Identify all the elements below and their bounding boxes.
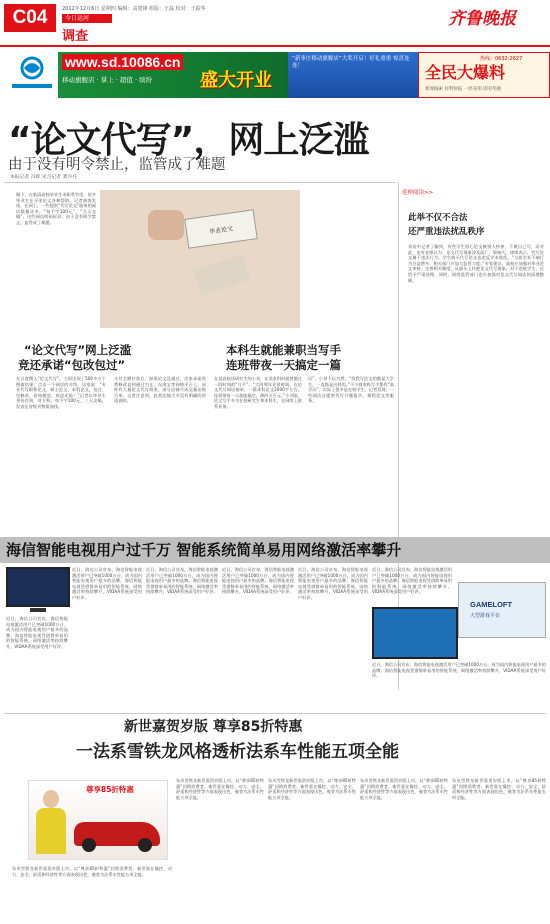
hand-image — [148, 210, 184, 240]
car-ad-col-5: 东风雪铁龙新世嘉贺岁版上市，以“尊享85折特惠”回馈消费者。新世嘉在操控、动力、安全、舒适和经济性等方面表现出色，被誉为法系车性能五项全能。 — [452, 778, 546, 800]
banner-right-text: “新枣庄移动旗舰店”大奖开启！好礼重重 惊喜连连！ — [292, 56, 410, 69]
body-col-2: 支付全额付款后，如果论文没通过，店家承诺免费修改直到通过为止。在淘宝等网购平台上，同样有大量论文代写商家，部分店铺月成交量达数百单。记者注意到，此类店铺大多没有明确的资质说明。 — [114, 376, 206, 404]
tv-ad-headline: 海信智能电视用户过千万 智能系统简单易用网络激活率攀升 — [6, 541, 402, 559]
tv-ad-col-2: 近日，海信公司宣布，海信智能电视激活用户已突破1000万台，成为国内智能电视用户最多的品牌。海信智能电视凭借简单易用的智能系统，网络激活率持续攀升，VIDAA系统深受用户好评。 — [72, 567, 142, 600]
sidebar-body: 采访中记者了解到，有些学生担心论文被别人抄袭，不敢自己写，而对此，也有老师认为：论文代写现象涉及面广、影响大。律师表示，代写论文属于违法行为，学生购买代写论文也违反学术规范。“当前学术不端行为日益增多，相关部门应加大监管力度。”专家建议，高校应加强对毕业论文审核，完善相关制度，从源头上杜绝论文代写现象。对于违规学生，应给予严肃处理。同时，网络监管部门也应加强对论文代写网店的清理整顿。 — [408, 244, 544, 283]
car-ad-subhead: 一法系雪铁龙风格透析法系车性能五项全能 — [76, 742, 399, 762]
car-ad-tag: 尊享85折特惠 — [86, 785, 134, 794]
sidebar-title-2: 还严重违法扰乱秩序 — [408, 227, 485, 237]
thesis-card: 毕业论文 — [184, 209, 257, 248]
section-tag: 今日运河 — [62, 14, 112, 23]
article-lead: 眼下，在临清高校毕业生求职季节里，很多毕业生在寻求论文各种帮助。记者调查发现，在网上，一些提供“代写论文”服务的网店数量众多。“每千字100元”，“当天交稿”，这些网店明码标价。由于没有明令禁止，监管成了难题。 — [16, 192, 96, 225]
gameloft-title: GAMELOFT — [470, 600, 513, 609]
subhead-b-line2: 连班带夜一天搞定一篇 — [226, 358, 341, 372]
subhead-a-line1: “论文代写”网上泛滥 — [24, 343, 132, 357]
gameloft-sub: 大型游戏平台 — [470, 613, 501, 619]
body-col-4: 历”，小刘不以为然，“找我写论文的都是大学生，一直都是这样的。”不少商家称写手都有“高学历”，实际上很多是在校学生。记者发现，一些网店还提供代写开题报告、课程论文等服务。 — [308, 376, 394, 404]
news-tip-tel: 热线：0632-2627 — [480, 56, 523, 62]
banner-url[interactable]: www.sd.10086.cn — [62, 54, 183, 70]
article-headline: “论文代写”，网上泛滥 — [8, 120, 369, 161]
car-ad-col-3: 东风雪铁龙新世嘉贺岁版上市，以“尊享85折特惠”回馈消费者。新世嘉在操控、动力、安全、舒适和经济性等方面表现出色，被誉为法系车性能五项全能。 — [268, 778, 356, 800]
page-number: C04 — [4, 4, 56, 32]
car-ad-col-2: 东风雪铁龙新世嘉贺岁版上市，以“尊享85折特惠”回馈消费者。新世嘉在操控、动力、安全、舒适和经济性等方面表现出色，被誉为法系车性能五项全能。 — [176, 778, 264, 800]
tv-ad-col-1: 近日，海信公司宣布，海信智能电视激活用户已突破1000万台，成为国内智能电视用户最多的品牌。海信智能电视凭借简单易用的智能系统，网络激活率持续攀升，VIDAA系统深受用户好评。 — [6, 616, 68, 649]
issue-meta: 2012年12月6日 星期四 编辑：高建锋 组版：王磊 校对：王振华 — [62, 6, 206, 12]
news-tip-sub: 新闻线索 好料快报 一经采用 即有奖励 — [425, 87, 502, 92]
section-title: 调查 — [62, 29, 89, 44]
china-mobile-logo — [6, 52, 58, 96]
subhead-a-line2: 竞还承诺“包改包过” — [18, 358, 126, 372]
article-photo — [100, 190, 300, 328]
newspaper-logo: 齐鲁晚报 — [448, 9, 516, 29]
news-tip-title: 全民大爆料 — [425, 63, 506, 82]
tv-ad-col-3: 近日，海信公司宣布，海信智能电视激活用户已突破1000万台，成为国内智能电视用户最多的品牌。海信智能电视凭借简单易用的智能系统，网络激活率持续攀升，VIDAA系统深受用户好评。 — [146, 567, 218, 595]
article-subhead: 由于没有明令禁止，监管成了难题 — [8, 157, 226, 173]
subhead-b-line1: 本科生就能兼职当写手 — [226, 343, 341, 357]
banner-grand-opening: 盛大开业 — [200, 70, 272, 91]
body-col-3: 在某高校读研究生的小刘，在读本科时就曾做过一段时间的“写手”。“大四那年业余时间，在论文代写网店接单，一篇本科论文2000字左右，连班带夜一天就能搞定，挣四五百元。”小刘说，论文写手多为在校研究生和本科生，在网络上联系业务。 — [214, 376, 302, 409]
book-image — [193, 255, 250, 296]
car-wheel — [138, 838, 152, 852]
tv-ad-col-6: 近日，海信公司宣布，海信智能电视激活用户已突破1000万台，成为国内智能电视用户最多的品牌。海信智能电视凭借简单易用的智能系统，网络激活率持续攀升，VIDAA系统深受用户好评。 — [372, 567, 452, 595]
divider — [4, 182, 396, 183]
car-ad-headline: 新世嘉贺岁版 尊享85折特惠 — [124, 719, 303, 735]
tv-stand — [30, 608, 46, 612]
person-image — [34, 790, 68, 854]
gameloft-screen — [458, 582, 546, 638]
tv-image — [6, 567, 70, 607]
header-divider — [0, 45, 550, 47]
car-wheel — [82, 838, 96, 852]
tv-ad-col-7: 近日，海信公司宣布，海信智能电视激活用户已突破1000万台，成为国内智能电视用户最多的品牌。海信智能电视凭借简单易用的智能系统，网络激活率持续攀升，VIDAA系统深受用户好评。 — [372, 662, 546, 679]
car-ad-col-1: 东风雪铁龙新世嘉贺岁版上市，以“尊享85折特惠”回馈消费者。新世嘉在操控、动力、安全、舒适和经济性等方面表现出色，被誉为法系车性能五项全能。 — [12, 866, 172, 877]
body-col-1: 在百度搜入“论文代写”，立即出现了500多万个搜索结果，点击一个网店的介绍，店家说：“专业代写职称论文、硕士论文、本科论文，包过、包修改，价格便宜，欢迎光临！”记者以毕业生身份咨询，对方称，每千字100元，三天交稿，发表在省级刊物需加钱。 — [16, 376, 106, 409]
divider — [4, 713, 546, 714]
tv-ad-col-5: 近日，海信公司宣布，海信智能电视激活用户已突破1000万台，成为国内智能电视用户最多的品牌。海信智能电视凭借简单易用的智能系统，网络激活率持续攀升，VIDAA系统深受用户好评。 — [298, 567, 368, 600]
tv-screen-image — [372, 607, 458, 659]
banner-sub: 移动旗舰店 · 掌上 · 超值 · 缤纷 — [62, 76, 153, 84]
article-byline: 本报记者 冯辉 见习记者 龚丹丹 — [10, 175, 77, 180]
car-ad-col-4: 东风雪铁龙新世嘉贺岁版上市，以“尊享85折特惠”回馈消费者。新世嘉在操控、动力、安全、舒适和经济性等方面表现出色，被誉为法系车性能五项全能。 — [360, 778, 448, 800]
sidebar-tag: 延伸阅读>> — [402, 190, 434, 196]
sidebar-title-1: 此举不仅不合法 — [408, 213, 468, 223]
tv-ad-col-4: 近日，海信公司宣布，海信智能电视激活用户已突破1000万台，成为国内智能电视用户最多的品牌。海信智能电视凭借简单易用的智能系统，网络激活率持续攀升，VIDAA系统深受用户好评。 — [222, 567, 294, 595]
